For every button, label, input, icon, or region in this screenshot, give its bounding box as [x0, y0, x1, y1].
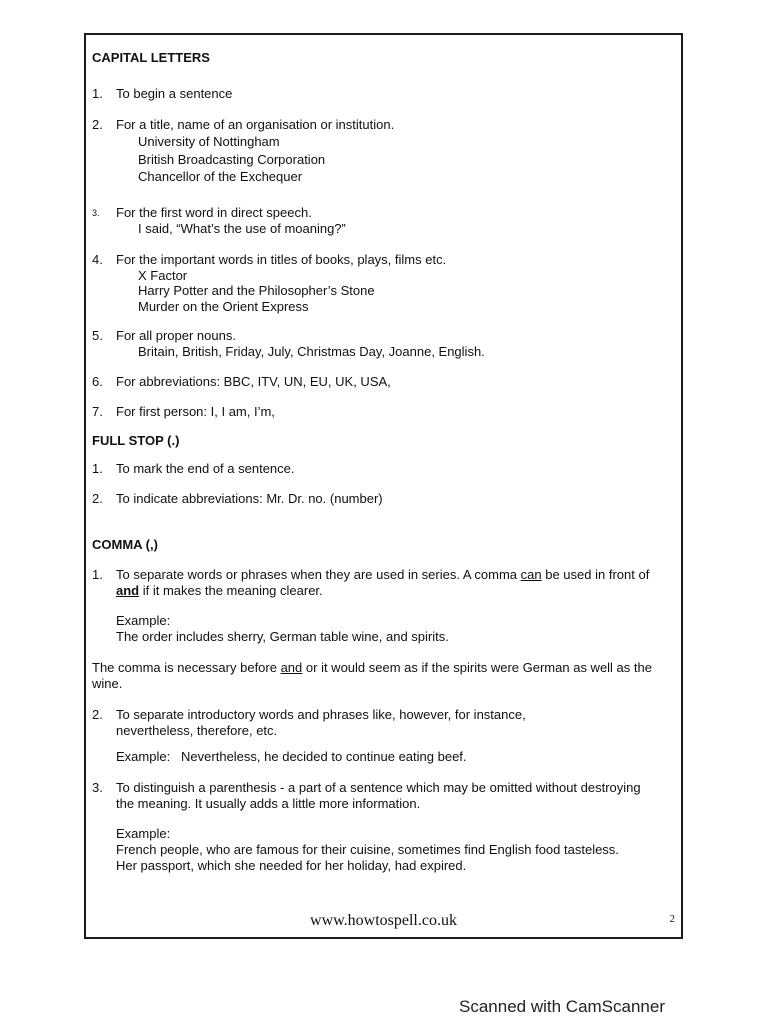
example-list: [116, 221, 676, 237]
comma-example-1: [92, 613, 676, 645]
page-number: 2: [669, 913, 675, 925]
example-line: British Broadcasting Corporation: [138, 151, 326, 167]
example-line: X Factor: [138, 267, 188, 283]
document-page: [84, 33, 683, 939]
heading-comma: COMMA (,): [92, 537, 158, 552]
item-text: To indicate abbreviations: Mr. Dr. no. (number): [116, 491, 383, 506]
example-line: Murder on the Orient Express: [138, 298, 309, 314]
item-text: For the important words in titles of books, plays, films etc.: [116, 251, 447, 267]
item-text: To distinguish a parenthesis - a part of a sentence which may be omitted without destroying the meaning. It usually adds a little more information.: [116, 780, 641, 811]
example-line: University of Nottingham: [138, 134, 280, 149]
capital-item-6: [92, 374, 676, 390]
comma-note: The comma is necessary before and or it would seem as if the spirits were German as well as the wine.: [92, 660, 652, 691]
footer-url: www.howtospell.co.uk: [310, 912, 457, 929]
comma-item-2: [92, 707, 676, 765]
item-number: 5.: [92, 328, 103, 343]
page-content: [92, 47, 676, 874]
item-number: 3.: [92, 207, 100, 218]
capital-item-4: [92, 252, 676, 315]
item-text: For the first word in direct speech.: [116, 204, 312, 220]
item-text: To separate introductory words and phrases like, however, for instance, nevertheless, therefore, etc.: [116, 707, 526, 738]
comma-example-3: [92, 826, 676, 874]
item-number: 4.: [92, 251, 103, 267]
heading-full-stop: FULL STOP (.): [92, 433, 180, 448]
example-line: Chancellor of the Exchequer: [138, 169, 303, 184]
item-number: 2.: [92, 491, 103, 506]
capital-item-5: [92, 328, 676, 360]
item-text: For a title, name of an organisation or institution.: [116, 117, 395, 132]
comma-item-1: [92, 567, 676, 599]
example-line: Britain, British, Friday, July, Christmas Day, Joanne, English.: [138, 344, 485, 359]
capital-item-7: [92, 404, 676, 420]
comma-item-3: [92, 780, 676, 812]
example-label: Example:: [116, 613, 171, 628]
example-label: Example:: [116, 826, 171, 841]
example-inline: Example: Nevertheless, he decided to continue eating beef.: [116, 749, 467, 764]
capital-item-1: [92, 86, 676, 102]
capital-item-2: [92, 117, 676, 186]
item-number: 1.: [92, 86, 103, 101]
item-text: For all proper nouns.: [116, 328, 236, 343]
item-number: 6.: [92, 374, 103, 389]
item-number: 1.: [92, 567, 103, 582]
example-list: [116, 268, 676, 315]
fullstop-item-1: [92, 461, 676, 477]
item-number: 2.: [92, 707, 103, 722]
example-list: [116, 133, 676, 186]
item-text: For abbreviations: BBC, ITV, UN, EU, UK, USA,: [116, 374, 391, 389]
item-number: 1.: [92, 461, 103, 476]
example-line: I said, “What’s the use of moaning?”: [138, 220, 346, 236]
scanner-watermark: Scanned with CamScanner: [459, 997, 666, 1016]
item-text: To separate words or phrases when they are used in series. A comma can be used in front of and if it makes the meaning clearer.: [116, 567, 650, 598]
item-text: For first person: I, I am, I’m,: [116, 404, 275, 419]
example-text: French people, who are famous for their cuisine, sometimes find English food tasteless.: [116, 842, 619, 857]
item-number: 3.: [92, 780, 103, 795]
example-line: Harry Potter and the Philosopher’s Stone: [138, 283, 375, 298]
item-number: 7.: [92, 404, 103, 419]
item-text: To mark the end of a sentence.: [116, 461, 295, 476]
heading-capital-letters: CAPITAL LETTERS: [92, 50, 210, 65]
item-number: 2.: [92, 117, 103, 132]
item-text: To begin a sentence: [116, 86, 233, 101]
example-text: Her passport, which she needed for her holiday, had expired.: [116, 858, 467, 873]
example-list: [116, 344, 676, 360]
example-text: The order includes sherry, German table wine, and spirits.: [116, 629, 449, 644]
fullstop-item-2: [92, 491, 676, 507]
capital-item-3: [92, 205, 676, 237]
